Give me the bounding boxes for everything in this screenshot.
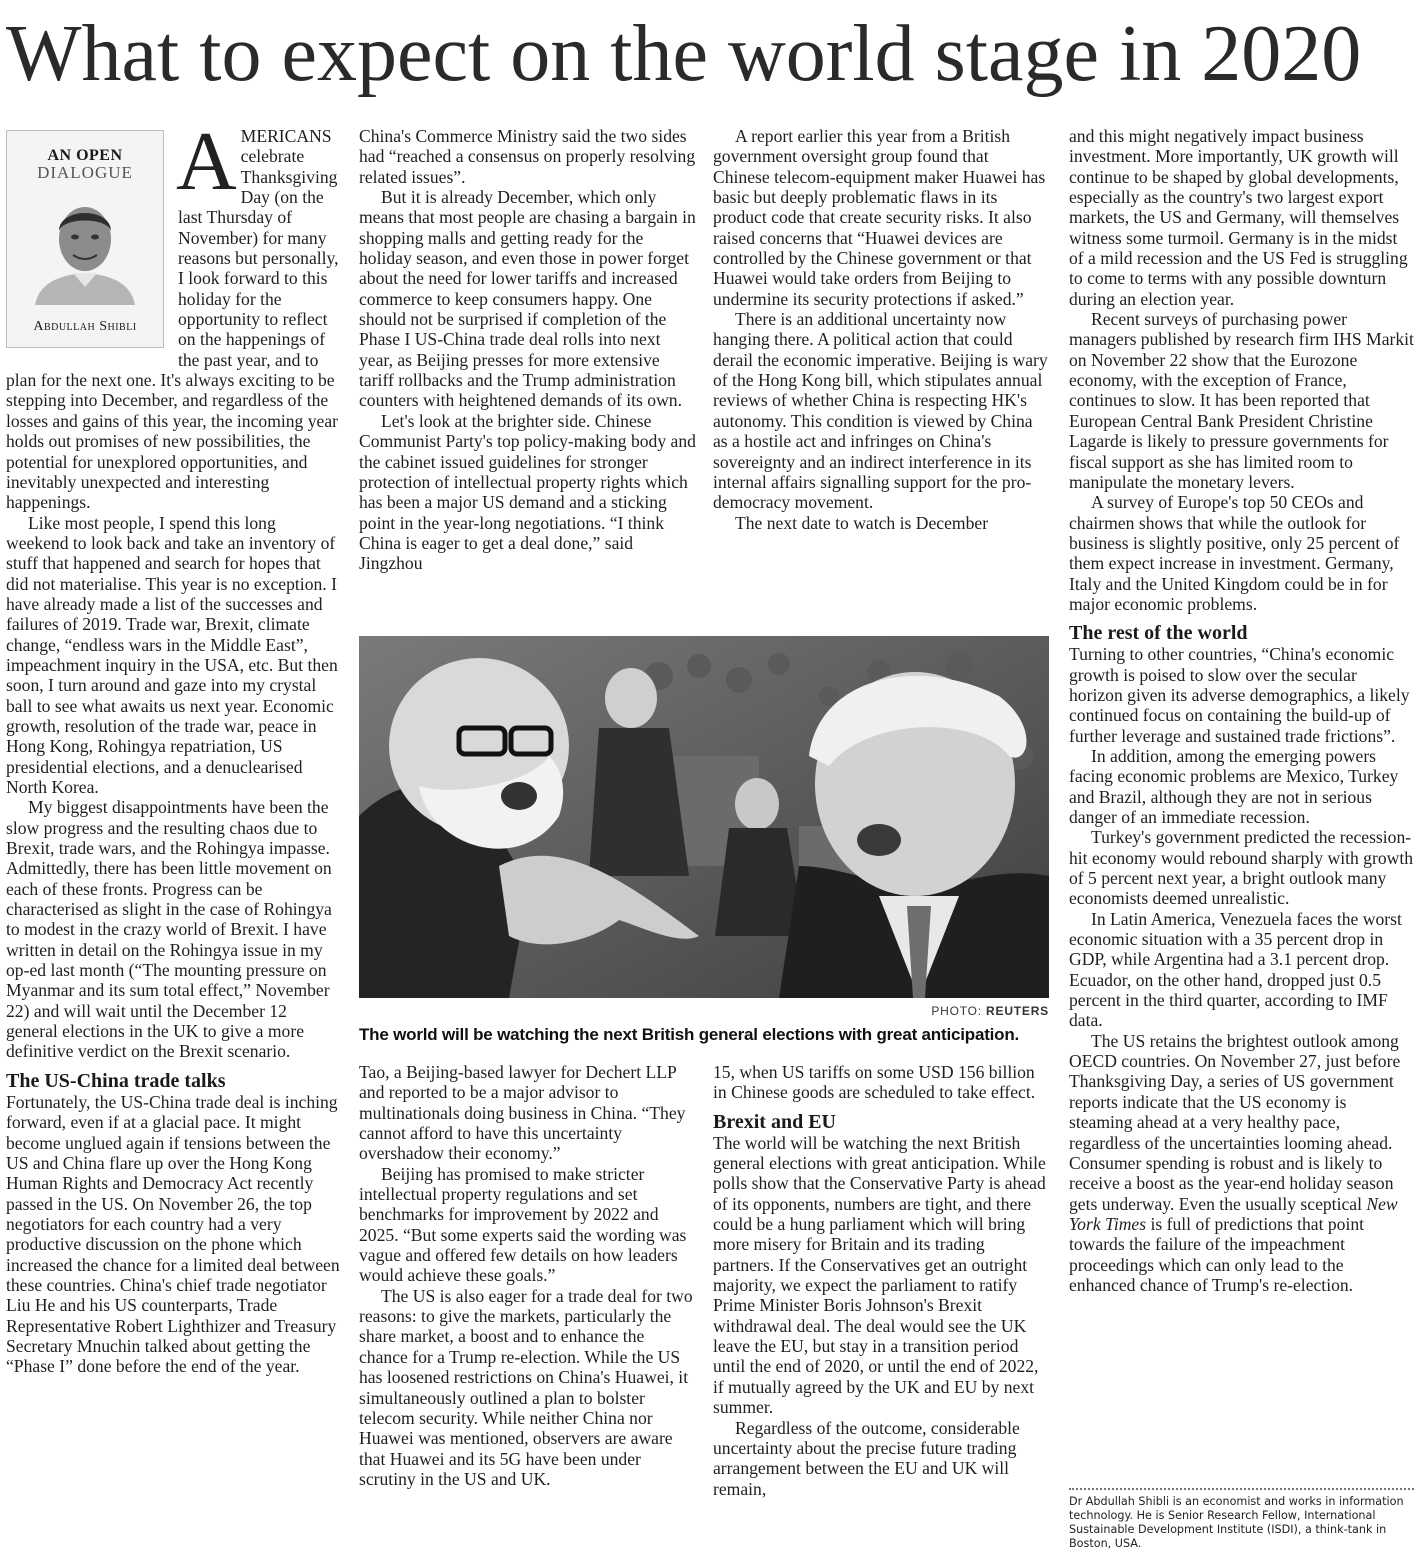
us-china-paragraph-9-cont: 15, when US tariffs on some USD 156 billion in Chinese goods are scheduled to take effect. — [713, 1062, 1036, 1103]
photo-caption: The world will be watching the next British general elections with great anticipation. — [359, 1025, 1020, 1044]
brexit-paragraph-2: Regardless of the outcome, considerable uncertainty about the precise future trading arrangement between the EU and UK will remain, — [713, 1417, 1020, 1499]
drop-cap: A — [176, 115, 237, 208]
us-china-paragraph-4: Let's look at the brighter side. Chinese Communist Party's top policy-making body and the cabinet issued guidelines for stronger protection of intellectual property rights which has been a major US demand and a sticking point in the year-long negotiations. “I think China is eager to get a deal done,” said Jingzhou — [359, 410, 696, 574]
world-paragraph-5: The US retains the brightest outlook among OECD countries. On November 27, just before Thanksgiving Day, a series of US government reports indicate that the US economy is steaming ahead at a very healthy pace, regardless of the uncertainties looming ahead. Consumer spending is robust and is likely to receive a boost as the year-end holiday season gets underway. Even the usually sceptical New York Times is full of predictions that point towards the failure of the impeachment proceedings which can only lead to the enhanced chance of Trump's re-election. — [1069, 1030, 1401, 1295]
column-name: AN OPEN — [47, 147, 123, 164]
intro-paragraph-3: My biggest disappointments have been the slow progress and the resulting chaos due to Brexit, trade wars, and the Rohingya impasse. Admittedly, there has been little movement on each of these fronts. Progress can be characterised as slight in the case of Rohingya to modest in the crazy world of Brexit. I have written in detail on the Rohingya issue in my op-ed last month (“The mounting pressure on Myanmar and its sum total effect,” November 22) and will wait until the December 12 general elections in the UK to give a more definitive verdict on the Brexit scenario. — [6, 797, 332, 1062]
photo-credit: PHOTO: REUTERS — [931, 1004, 1049, 1018]
heading-brexit: Brexit and EU — [713, 1110, 836, 1133]
news-photo — [359, 636, 1049, 998]
intro-paragraph-2: Like most people, I spend this long weekend to look back and take an inventory of stuff that happened and search for hopes that did not materialise. This year is no exception. I have already made a list of the successes and failures of 2019. Trade war, Brexit, climate change, “endless wars in the Middle East”, impeachment inquiry in the USA, etc. But then soon, I turn around and gaze into my crystal ball to see what awaits us next year. Economic growth, resolution of the trade war, peace in Hong Kong, Rohingya repatriation, US presidential elections, and a denuclearised North Korea. — [6, 512, 338, 797]
us-china-paragraph-2: China's Commerce Ministry said the two sides had “reached a consensus on properly resolving related issues”. — [359, 126, 696, 187]
column-4 — [1069, 126, 1414, 1295]
brexit-paragraph-3: Recent surveys of purchasing power managers published by research firm IHS Markit on November 22 show that the Eurozone economy, with the exception of France, continues to slow. It has been reported that European Central Bank President Christine Lagarde is likely to pressure governments for fiscal support as she has limited room to manipulate the monetary levers. — [1069, 309, 1414, 492]
byline-box — [6, 130, 164, 348]
world-paragraph-2: In addition, among the emerging powers facing economic problems are Mexico, Turkey and Brazil, although they are not in serious danger of an immediate recession. — [1069, 745, 1399, 827]
us-china-paragraph-4-cont: Tao, a Beijing-based lawyer for Dechert LLP and reported to be a major advisor to multinationals doing business in China. “They cannot afford to have this uncertainty overshadow their economy.” — [359, 1062, 686, 1164]
column-subname: DIALOGUE — [37, 163, 133, 182]
author-photo — [25, 187, 145, 305]
us-china-paragraph-7: A report earlier this year from a British government oversight group found that Chinese telecom-equipment maker Huawei has basic but deeply problematic flaws in its product code that create security risks. It also raised concerns that “Huawei devices are controlled by the Chinese government or that Huawei would take orders from Beijing to undermine its security protections if asked.” — [713, 126, 1046, 309]
column-3-top — [713, 126, 1049, 533]
headline: What to expect on the world stage in 2020 — [6, 10, 1362, 98]
us-china-paragraph-8: There is an additional uncertainty now hanging there. A political action that could derail the economic imperative. Beijing is wary of the Hong Kong bill, which stipulates annual reviews of whether China is respecting HK's autonomy. This condition is viewed by China as a hostile act and infringes on China's sovereignty and an indirect interference in its internal affairs signalling support for the pro-democracy movement. — [713, 309, 1048, 513]
photo-illustration — [359, 636, 1049, 998]
us-china-paragraph-1: Fortunately, the US-China trade deal is inching forward, even if at a glacial pace. It might become unglued again if tensions between the US and China flare up over the Hong Kong Human Rights and Democracy Act recently passed in the US. On November 26, the top negotiators for each country had a very productive discussion on the phone which increased the chance for a limited deal between these countries. China's chief trade negotiator Liu He and his US counterparts, Trade Representative Robert Lighthizer and Treasury Secretary Mnuchin talked about getting the “Phase I” done before the end of the year. — [6, 1091, 340, 1377]
column-2-top — [359, 126, 697, 574]
brexit-paragraph-1: The world will be watching the next British general elections with great anticipation. While polls show that the Conservative Party is ahead of its opponents, numbers are tight, and there could be a hung parliament which will bring more misery for Britain and its trading partners. If the Conservatives get an outright majority, we expect the parliament to ratify Prime Minister Boris Johnson's Brexit withdrawal deal. The deal would see the UK leave the EU, but stay in a transition period until the end of 2020, or until the end of 2022, if mutually agreed by the UK and EU by next summer. — [713, 1132, 1046, 1418]
world-paragraph-4: In Latin America, Venezuela faces the worst economic situation with a 35 percent drop in GDP, while Argentina had a 3.1 percent drop. Ecuador, on the other hand, dropped just 0.5 percent in the third quarter, according to IMF data. — [1069, 908, 1402, 1031]
intro-paragraph-1: AMERICANS celebrate Thanksgiving Day (on the last Thursday of November) for many reasons but personally, I look forward to this holiday for the opportunity to reflect on the happenings of the past year, and to plan for the next one. It's always exciting to be stepping into December, and regardless of the losses and gains of this year, the incoming year holds out promises of new possibilities, the potential for unexplored opportunities, and inevitably unexpected and interesting happenings. — [6, 115, 339, 513]
us-china-paragraph-3: But it is already December, which only means that most people are chasing a bargain in shopping malls and getting ready for the holiday season, and even those in power forget about the need for lower tariffs and increased commerce to keep consumers happy. One should not be surprised if completion of the Phase I US-China trade deal rolls into next year, as Beijing presses for more extensive tariff rollbacks and the Trump administration counters with heightened demands of its own. — [359, 187, 696, 411]
heading-us-china: The US-China trade talks — [6, 1069, 226, 1092]
us-china-paragraph-6: The US is also eager for a trade deal for two reasons: to give the markets, particularly the share market, a boost and to enhance the chance for a Trump re-election. While the US has loosened restrictions on China's Huawei, it simultaneously outlined a plan to bolster telecom security. While neither China nor Huawei was mentioned, observers are aware that Huawei and its 5G have been under scrutiny in the US and UK. — [359, 1285, 693, 1489]
brexit-paragraph-4: A survey of Europe's top 50 CEOs and chairmen shows that while the outlook for business is slightly positive, only 25 percent of them expect increase in investment. Germany, Italy and the United Kingdom could be in for major economic problems. — [1069, 492, 1400, 614]
author-bio: Dr Abdullah Shibli is an economist and works in information technology. He is Senior Research Fellow, International Sustainable Development Institute (ISDI), a think-tank in Boston, USA. — [1069, 1495, 1404, 1550]
column-2-bottom — [359, 1062, 697, 1489]
world-paragraph-1: Turning to other countries, “China's economic growth is poised to slow over the secular horizon given its adverse demographics, a likely continued focus on containing the build-up of further leverage and sustained trade frictions”. — [1069, 644, 1410, 746]
brexit-paragraph-2-cont: and this might negatively impact business investment. More importantly, UK growth will continue to be shaped by global developments, especially as the country's two largest export markets, the US and Germany, will themselves witness some turmoil. Germany is in the midst of a mild recession and the US Fed is struggling to come to terms with any possible downturn during an election year. — [1069, 126, 1408, 309]
us-china-paragraph-9: The next date to watch is December — [735, 512, 989, 533]
us-china-paragraph-5: Beijing has promised to make stricter intellectual property regulations and set benchmarks for improvement by 2022 and 2025. “But some experts said the wording was vague and offered few details on how leaders would achieve these goals.” — [359, 1163, 687, 1286]
author-name: Abdullah Shibli — [33, 318, 137, 334]
world-paragraph-3: Turkey's government predicted the recession-hit economy would rebound sharply with growth of 5 percent next year, a bright outlook many economists deemed unrealistic. — [1069, 827, 1414, 909]
bio-divider — [1069, 1488, 1414, 1490]
column-1 — [6, 115, 342, 1377]
column-3-bottom — [713, 1062, 1049, 1499]
heading-rest-of-world: The rest of the world — [1069, 622, 1248, 645]
